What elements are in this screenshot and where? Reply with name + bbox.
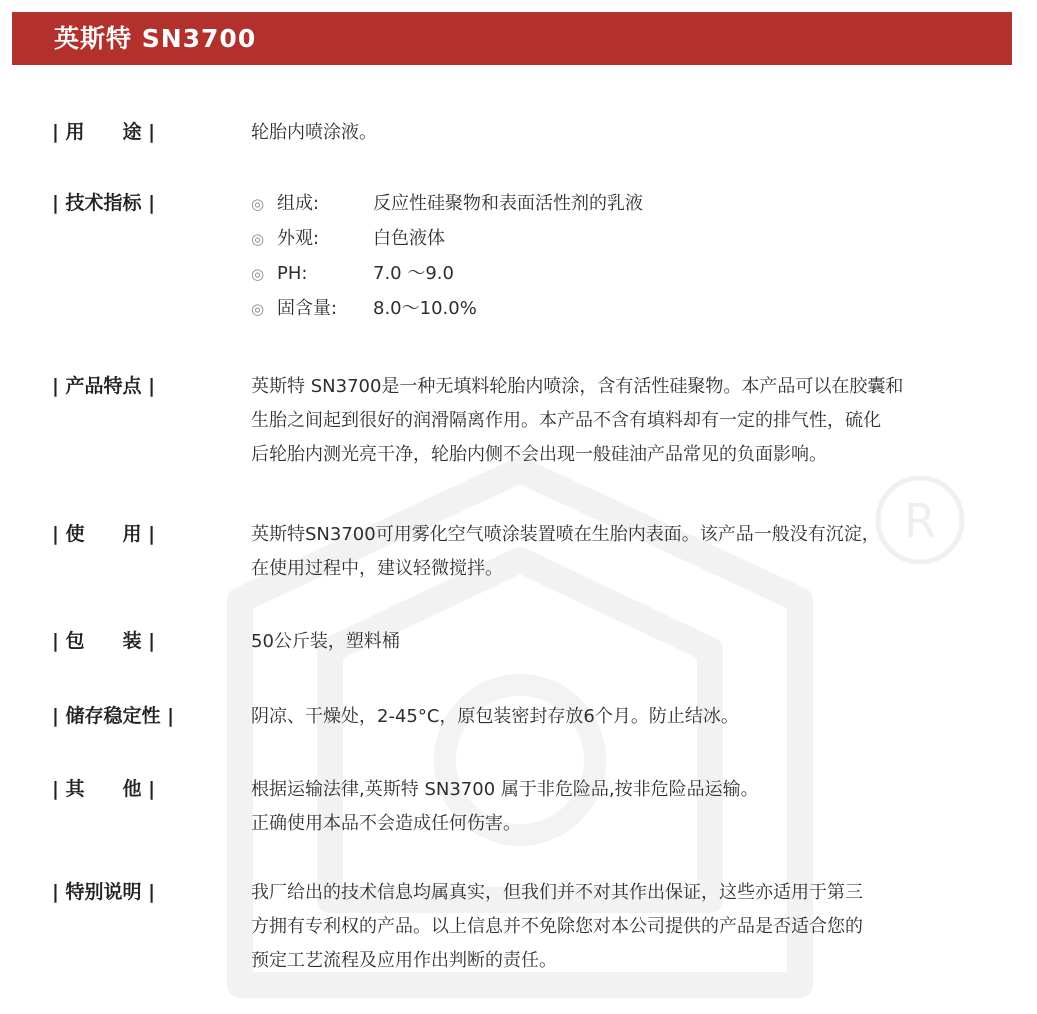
notice-label: | 特别说明 | — [52, 881, 156, 903]
features-line: 后轮胎内测光亮干净，轮胎内侧不会出现一般硅油产品常见的负面影响。 — [251, 444, 827, 465]
spec-key: PH: — [277, 263, 308, 284]
other-line: 根据运输法律,英斯特 SN3700 属于非危险品,按非危险品运输。 — [251, 779, 759, 800]
spec-row-ph — [251, 257, 971, 292]
spec-key: 组成: — [277, 193, 320, 214]
use-label: | 使 用 | — [52, 523, 156, 545]
specs-label: | 技术指标 | — [52, 192, 156, 214]
title-bar — [12, 12, 1012, 65]
spec-value: 8.0〜10.0% — [373, 298, 477, 319]
spec-row-solid-content — [251, 292, 971, 327]
notice-line: 方拥有专利权的产品。以上信息并不免除您对本公司提供的产品是否适合您的 — [251, 916, 863, 937]
features-line: 生胎之间起到很好的润滑隔离作用。本产品不含有填料却有一定的排气性，硫化 — [251, 410, 881, 431]
specs-list — [251, 187, 971, 327]
page-title: 英斯特 SN3700 — [54, 24, 257, 53]
bullet-icon: ◎ — [251, 265, 265, 283]
features-label: | 产品特点 | — [52, 375, 156, 397]
spec-row-appearance — [251, 222, 971, 257]
spec-key: 固含量: — [277, 298, 338, 319]
use-line: 在使用过程中，建议轻微搅拌。 — [251, 558, 503, 579]
spec-value: 反应性硅聚物和表面活性剂的乳液 — [373, 193, 643, 214]
spec-value: 白色液体 — [373, 228, 445, 249]
spec-row-composition — [251, 187, 971, 222]
other-line: 正确使用本品不会造成任何伤害。 — [251, 813, 521, 834]
features-line: 英斯特 SN3700是一种无填料轮胎内喷涂，含有活性硅聚物。本产品可以在胶囊和 — [251, 376, 904, 397]
usage-text: 轮胎内喷涂液。 — [251, 122, 377, 143]
bullet-icon: ◎ — [251, 300, 265, 318]
packaging-label: | 包 装 | — [52, 630, 156, 652]
notice-line: 预定工艺流程及应用作出判断的责任。 — [251, 950, 557, 971]
svg-text:R: R — [904, 494, 936, 548]
spec-key: 外观: — [277, 228, 320, 249]
usage-label: | 用 途 | — [52, 121, 156, 143]
storage-text: 阴凉、干燥处，2-45°C，原包装密封存放6个月。防止结冰。 — [251, 706, 739, 727]
storage-label: | 储存稳定性 | — [52, 705, 175, 727]
packaging-text: 50公斤装，塑料桶 — [251, 631, 400, 652]
spec-value: 7.0 〜9.0 — [373, 263, 454, 284]
bullet-icon: ◎ — [251, 230, 265, 248]
other-label: | 其 他 | — [52, 778, 156, 800]
notice-line: 我厂给出的技术信息均属真实，但我们并不对其作出保证，这些亦适用于第三 — [251, 882, 863, 903]
bullet-icon: ◎ — [251, 195, 265, 213]
use-line: 英斯特SN3700可用雾化空气喷涂装置喷在生胎内表面。该产品一般没有沉淀， — [251, 524, 880, 545]
